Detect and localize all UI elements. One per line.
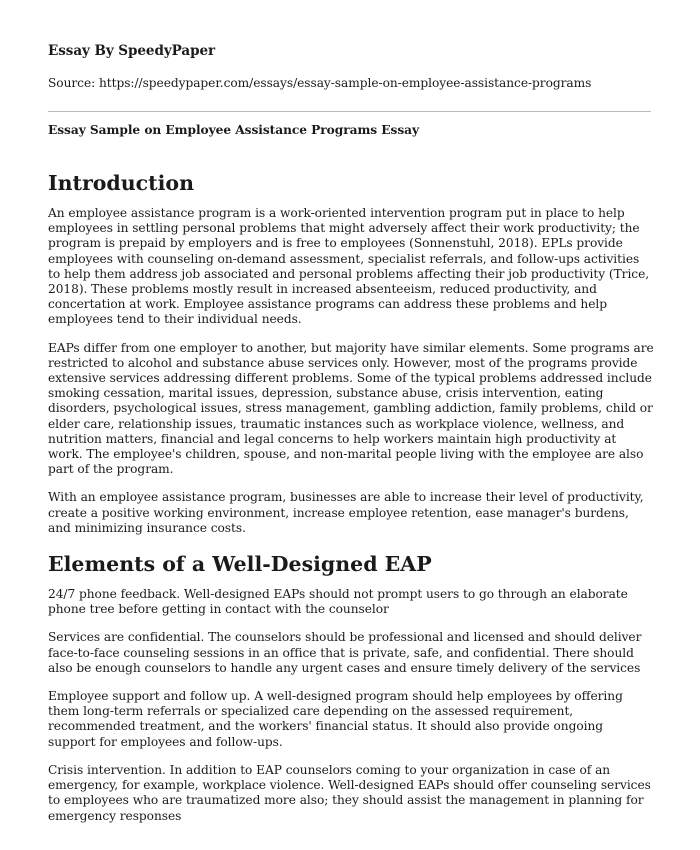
document-title: Essay Sample on Employee Assistance Programs Essay [48, 123, 420, 137]
section-heading-introduction: Introduction [48, 171, 194, 195]
paragraph: An employee assistance program is a work-oriented intervention program put in place to help employees in settling personal problems that might adversely affect their work productivity; the program is prepaid by employers and is free to employees (Sonnenstuhl, 2018). EPLs provide employees with counseling on-demand assessment, specialist referrals, and follow-ups activities to help them address job associated and personal problems affecting their job productivity (Trice, 2018). These problems mostly result in increased absenteeism, reduced productivity, and concertation at work. Employee assistance programs can address these problems and help employees tend to their individual needs. [48, 206, 650, 327]
paragraph: EAPs differ from one employer to another, but majority have similar elements. Some programs are restricted to alcohol and substance abuse services only. However, most of the programs provide extensive services addressing different problems. Some of the typical problems addressed include smoking cessation, marital issues, depression, substance abuse, crisis intervention, eating disorders, psychological issues, stress management, gambling addiction, family problems, child or elder care, relationship issues, traumatic instances such as workplace violence, wellness, and nutrition matters, financial and legal concerns to help workers maintain high productivity at work. The employee's children, spouse, and non-marital people living with the employee are also part of the program. [48, 340, 654, 477]
paragraph: 24/7 phone feedback. Well-designed EAPs should not prompt users to go through an elaborate phone tree before getting in contact with the counselor [48, 587, 628, 617]
essay-body [48, 168, 654, 837]
paragraph: Crisis intervention. In addition to EAP counselors coming to your organization in case of an emergency, for example, workplace violence. Well-designed EAPs should offer counseling services to employees who are traumatized more also; they should assist the management in planning for emergency responses [48, 762, 651, 823]
source-line: Source: https://speedypaper.com/essays/essay-sample-on-employee-assistance-programs [48, 76, 592, 90]
paragraph: Employee support and follow up. A well-designed program should help employees by offering them long-term referrals or specialized care depending on the assessed requirement, recommended treatment, and the workers' financial status. It should also provide ongoing support for employees and follow-ups. [48, 689, 623, 749]
essay-author-line: Essay By SpeedyPaper [48, 43, 216, 59]
paragraph: With an employee assistance program, businesses are able to increase their level of productivity, create a positive working environment, increase employee retention, ease manager's burdens, and minimizing insurance costs. [48, 490, 644, 535]
section-heading-elements: Elements of a Well-Designed EAP [48, 552, 432, 577]
header-divider [48, 111, 651, 112]
paragraph: Services are confidential. The counselors should be professional and licensed and should deliver face-to-face counseling sessions in an office that is private, safe, and confidential. There should also be enough counselors to handle any urgent cases and ensure timely delivery of the services [48, 630, 642, 675]
